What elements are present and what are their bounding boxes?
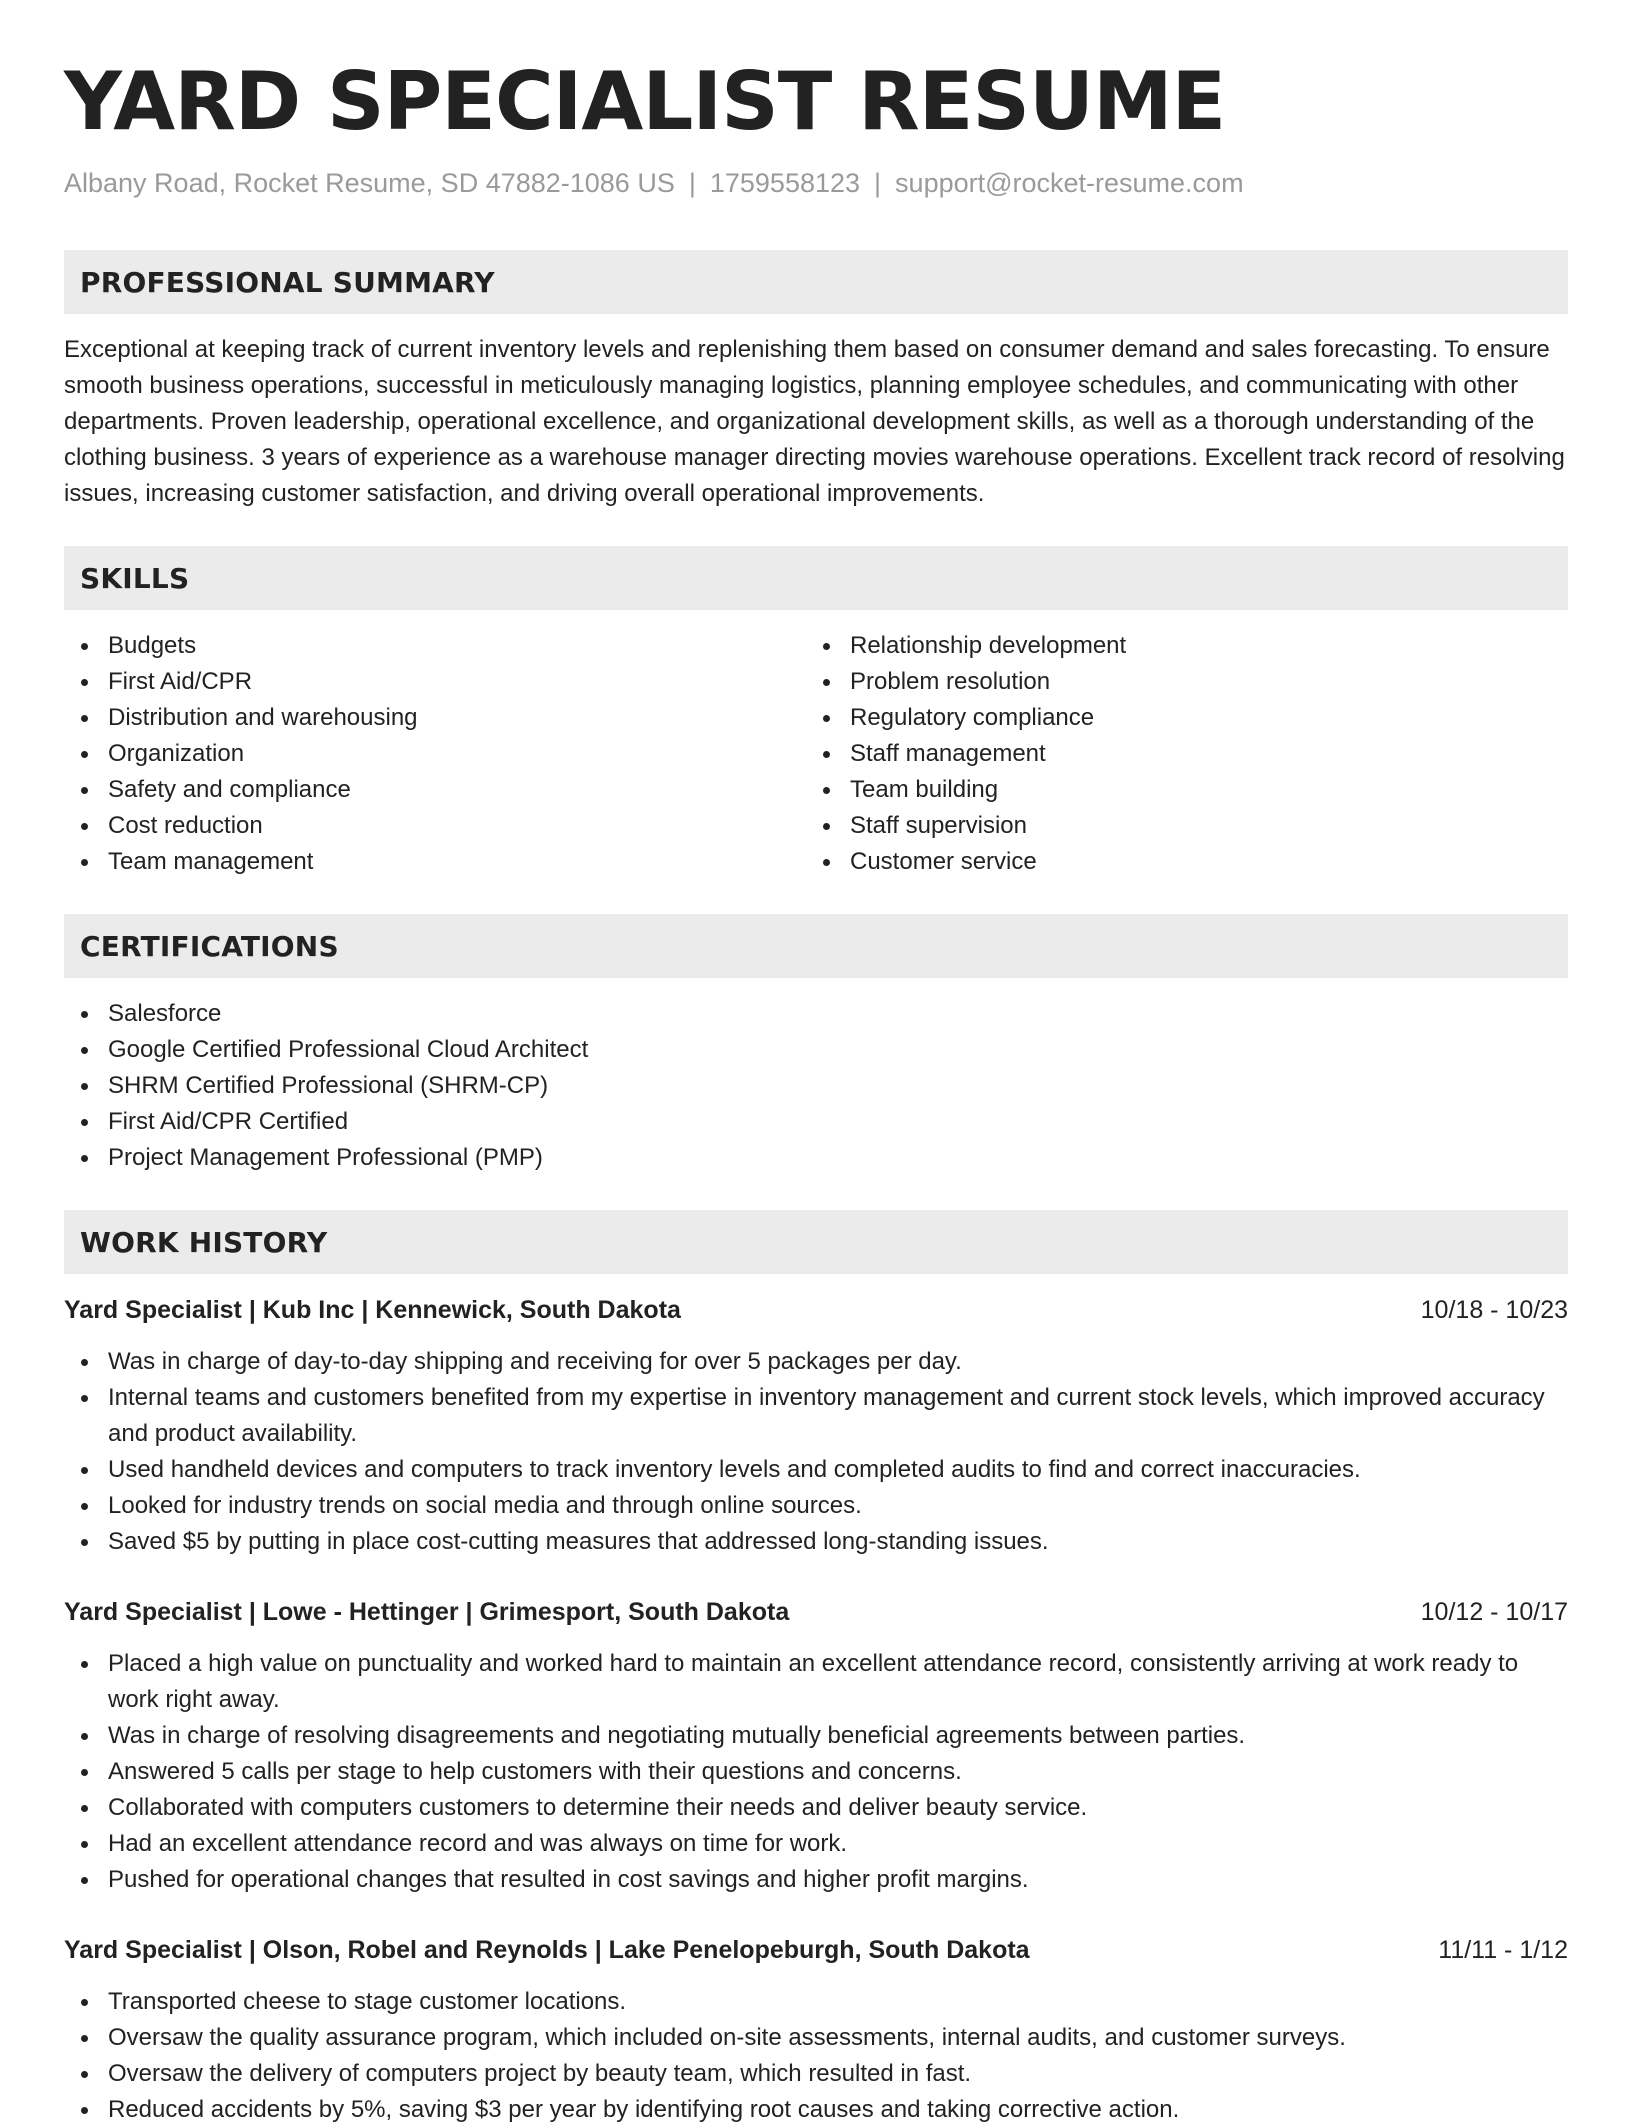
section-header-work-history <box>64 1210 1568 1274</box>
section-title-work-history: WORK HISTORY <box>80 1225 328 1259</box>
section-header-certifications <box>64 914 1568 978</box>
job-bullet: Looked for industry trends on social media and through online sources. <box>64 1488 1568 1524</box>
job-entry <box>64 1294 1568 1560</box>
certification-item: SHRM Certified Professional (SHRM-CP) <box>64 1068 1568 1104</box>
skill-item: Organization <box>64 736 806 772</box>
job-bullets <box>64 1984 1568 2128</box>
skills-list-right <box>806 628 1548 880</box>
section-title-skills: SKILLS <box>80 561 190 595</box>
job-bullet: Used handheld devices and computers to track inventory levels and completed audits to find and correct inaccuracies. <box>64 1452 1568 1488</box>
job-bullet: Internal teams and customers benefited from my expertise in inventory management and current stock levels, which improved accuracy and product availability. <box>64 1380 1568 1452</box>
job-entry <box>64 1596 1568 1898</box>
job-bullet: Transported cheese to stage customer locations. <box>64 1984 1568 2020</box>
skill-item: Cost reduction <box>64 808 806 844</box>
certification-item: Google Certified Professional Cloud Architect <box>64 1032 1568 1068</box>
job-bullets <box>64 1646 1568 1898</box>
contact-phone: 1759558123 <box>709 168 861 198</box>
contact-address: Albany Road, Rocket Resume, SD 47882-1086 US <box>64 168 675 198</box>
job-title: Yard Specialist | Kub Inc | Kennewick, South Dakota <box>64 1296 681 1324</box>
job-bullet: Placed a high value on punctuality and worked hard to maintain an excellent attendance record, consistently arriving at work ready to work right away. <box>64 1646 1568 1718</box>
job-bullet: Oversaw the quality assurance program, which included on-site assessments, internal audits, and customer surveys. <box>64 2020 1568 2056</box>
job-bullet: Collaborated with computers customers to determine their needs and deliver beauty service. <box>64 1790 1568 1826</box>
contact-separator: | <box>874 168 882 198</box>
job-title: Yard Specialist | Olson, Robel and Reynolds | Lake Penelopeburgh, South Dakota <box>64 1936 1030 1964</box>
contact-separator: | <box>688 168 696 198</box>
skill-item: Problem resolution <box>806 664 1548 700</box>
section-header-summary <box>64 250 1568 314</box>
job-bullet: Answered 5 calls per stage to help customers with their questions and concerns. <box>64 1754 1568 1790</box>
job-entry <box>64 1934 1568 2128</box>
certification-item: Salesforce <box>64 996 1568 1032</box>
job-title: Yard Specialist | Lowe - Hettinger | Grimesport, South Dakota <box>64 1598 790 1626</box>
job-bullets <box>64 1344 1568 1560</box>
skill-item: Staff management <box>806 736 1548 772</box>
job-bullet: Had an excellent attendance record and was always on time for work. <box>64 1826 1568 1862</box>
job-header <box>64 1934 1568 1966</box>
contact-line <box>64 166 1568 200</box>
skill-item: Safety and compliance <box>64 772 806 808</box>
job-dates: 11/11 - 1/12 <box>1438 1936 1568 1964</box>
job-bullet: Oversaw the delivery of computers project by beauty team, which resulted in fast. <box>64 2056 1568 2092</box>
skills-columns <box>64 628 1568 880</box>
skill-item: Staff supervision <box>806 808 1548 844</box>
skill-item: Distribution and warehousing <box>64 700 806 736</box>
section-header-skills <box>64 546 1568 610</box>
summary-text: Exceptional at keeping track of current inventory levels and replenishing them based on consumer demand and sales forecasting. To ensure smooth business operations, successful in meticulously managing logistics, planning employee schedules, and communicating with other departments. Proven leadership, operational excellence, and organizational development skills, as well as a thorough understanding of the clothing business. 3 years of experience as a warehouse manager directing movies warehouse operations. Excellent track record of resolving issues, increasing customer satisfaction, and driving overall operational improvements. <box>64 336 1565 507</box>
job-bullet: Saved $5 by putting in place cost-cutting measures that addressed long-standing issues. <box>64 1524 1568 1560</box>
job-header <box>64 1596 1568 1628</box>
certifications-list <box>64 996 1568 1176</box>
skill-item: Budgets <box>64 628 806 664</box>
job-bullet: Pushed for operational changes that resulted in cost savings and higher profit margins. <box>64 1862 1568 1898</box>
certification-item: First Aid/CPR Certified <box>64 1104 1568 1140</box>
skill-item: First Aid/CPR <box>64 664 806 700</box>
job-dates: 10/18 - 10/23 <box>1420 1296 1568 1324</box>
job-header <box>64 1294 1568 1326</box>
job-bullet: Was in charge of resolving disagreements and negotiating mutually beneficial agreements between parties. <box>64 1718 1568 1754</box>
contact-email[interactable]: support@rocket-resume.com <box>895 168 1244 198</box>
skill-item: Team management <box>64 844 806 880</box>
skill-item: Regulatory compliance <box>806 700 1548 736</box>
section-title-certifications: CERTIFICATIONS <box>80 929 339 963</box>
skill-item: Team building <box>806 772 1548 808</box>
certification-item: Project Management Professional (PMP) <box>64 1140 1568 1176</box>
section-title-summary: PROFESSIONAL SUMMARY <box>80 265 495 299</box>
skills-list-left <box>64 628 806 880</box>
job-dates: 10/12 - 10/17 <box>1420 1598 1568 1626</box>
job-bullet: Reduced accidents by 5%, saving $3 per year by identifying root causes and taking corrective action. <box>64 2092 1568 2128</box>
resume-title: YARD SPECIALIST RESUME <box>64 55 1226 148</box>
skill-item: Relationship development <box>806 628 1548 664</box>
resume-page <box>64 0 1568 2128</box>
skill-item: Customer service <box>806 844 1548 880</box>
job-bullet: Was in charge of day-to-day shipping and receiving for over 5 packages per day. <box>64 1344 1568 1380</box>
